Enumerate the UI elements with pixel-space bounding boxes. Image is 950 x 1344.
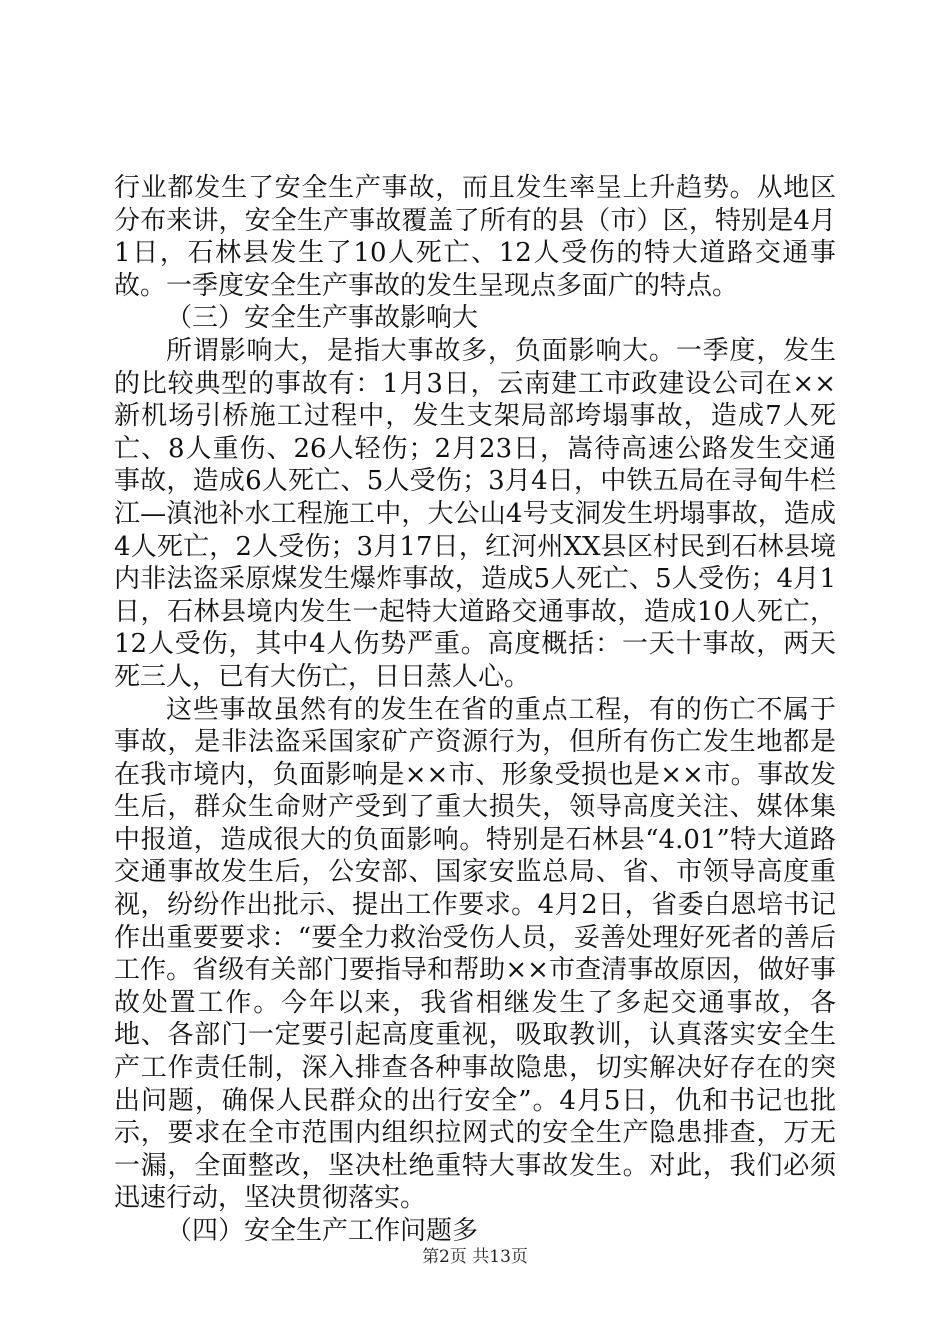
paragraph-consequences: 这些事故虽然有的发生在省的重点工程，有的伤亡不属于事故，是非法盗采国家矿产资源行为，但所有伤亡发生地都是在我市境内，负面影响是××市、形象受损也是××市。事故发生后，群众生命财产受到了重大损失，领导高度关注、媒体集中报道，造成很大的负面影响。特别是石林县“4.01”特大道路交通事故发生后，公安部、国家安监总局、省、市领导高度重视，纷纷作出批示、提出工作要求。4月2日，省委白恩培书记作出重要要求：“要全力救治受伤人员，妥善处理好死者的善后工作。省级有关部门要指导和帮助××市查清事故原因，做好事故处置工作。今年以来，我省相继发生了多起交通事故，各地、各部门一定要引起高度重视，吸取教训，认真落实安全生产工作责任制，深入排查各种事故隐患，切实解决好存在的突出问题，确保人民群众的出行安全”。4月5日，仇和书记也批示，要求在全市范围内组织拉网式的安全生产隐患排查，万无一漏，全面整改，坚决杜绝重特大事故发生。对此，我们必须迅速行动，坚决贯彻落实。 [114, 694, 836, 1214]
page-footer [0, 1242, 950, 1267]
page-number-label: 第2页 共13页 [422, 1247, 528, 1267]
section-heading-4: （四）安全生产工作问题多 [166, 1216, 479, 1246]
paragraph-impact: 所谓影响大，是指大事故多，负面影响大。一季度，发生的比较典型的事故有：1月3日，云南建工市政建设公司在××新机场引桥施工过程中，发生支架局部垮塌事故，造成7人死亡、8人重伤、26人轻伤；2月23日，嵩待高速公路发生交通事故，造成6人死亡、5人受伤；3月4日，中铁五局在寻甸牛栏江—滇池补水工程施工中，大公山4号支洞发生坍塌事故，造成4人死亡，2人受伤；3月17日，红河州XX县区村民到石林县境内非法盗采原煤发生爆炸事故，造成5人死亡、5人受伤；4月1日，石林县境内发生一起特大道路交通事故，造成10人死亡，12人受伤，其中4人伤势严重。高度概括：一天十事故，两天死三人，已有大伤亡，日日蒸人心。 [114, 335, 836, 692]
paragraph-continuation: 行业都发生了安全生产事故，而且发生率呈上升趋势。从地区分布来讲，安全生产事故覆盖了所有的县（市）区，特别是4月1日，石林县发生了10人死亡、12人受伤的特大道路交通事故。一季度安全生产事故的发生呈现点多面广的特点。 [114, 173, 836, 301]
section-heading-3: （三）安全生产事故影响大 [166, 303, 479, 334]
document-body [114, 172, 836, 1248]
